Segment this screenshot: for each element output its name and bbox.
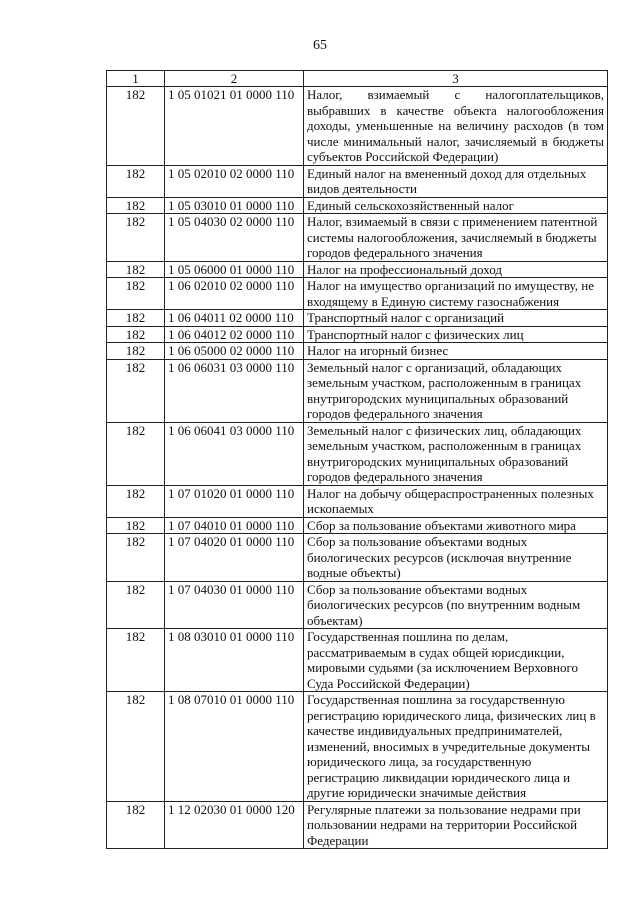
budget-code-cell: 1 06 05000 02 0000 110	[165, 343, 304, 360]
table-row	[107, 326, 608, 343]
admin-code-cell: 182	[107, 214, 165, 262]
revenue-name-cell: Сбор за пользование объектами водных биологических ресурсов (исключая внутренние водные объекты)	[304, 534, 608, 582]
revenue-name-cell: Регулярные платежи за пользование недрами при пользовании недрами на территории Российской Федерации	[304, 801, 608, 849]
admin-code-cell: 182	[107, 359, 165, 422]
revenue-name-cell: Налог, взимаемый с налогоплательщиков, выбравших в качестве объекта налогообложения доходы, уменьшенные на величину расходов (в том числе минимальный налог, зачисляемый в бюджеты субъектов Российской Федерации)	[304, 87, 608, 166]
column-header-3: 3	[304, 71, 608, 87]
budget-code-cell: 1 06 02010 02 0000 110	[165, 278, 304, 310]
table-row	[107, 485, 608, 517]
column-header-1: 1	[107, 71, 165, 87]
revenue-name-cell: Налог на игорный бизнес	[304, 343, 608, 360]
admin-code-cell: 182	[107, 261, 165, 278]
admin-code-cell: 182	[107, 581, 165, 629]
admin-code-cell: 182	[107, 801, 165, 849]
budget-code-cell: 1 06 04012 02 0000 110	[165, 326, 304, 343]
admin-code-cell: 182	[107, 197, 165, 214]
budget-code-cell: 1 05 04030 02 0000 110	[165, 214, 304, 262]
table-row	[107, 629, 608, 692]
table-row	[107, 278, 608, 310]
revenue-name-cell: Единый сельскохозяйственный налог	[304, 197, 608, 214]
budget-code-cell: 1 05 03010 01 0000 110	[165, 197, 304, 214]
admin-code-cell: 182	[107, 278, 165, 310]
budget-code-cell: 1 12 02030 01 0000 120	[165, 801, 304, 849]
table-row	[107, 534, 608, 582]
table-row	[107, 310, 608, 327]
revenue-name-cell: Налог на добычу общераспространенных полезных ископаемых	[304, 485, 608, 517]
table-row	[107, 359, 608, 422]
revenue-name-cell: Единый налог на вмененный доход для отдельных видов деятельности	[304, 165, 608, 197]
revenue-name-cell: Налог на имущество организаций по имуществу, не входящему в Единую систему газоснабжения	[304, 278, 608, 310]
budget-code-cell: 1 07 04020 01 0000 110	[165, 534, 304, 582]
table-row	[107, 343, 608, 360]
revenue-name-cell: Транспортный налог с организаций	[304, 310, 608, 327]
page-number: 65	[313, 38, 327, 53]
table-row	[107, 692, 608, 802]
budget-code-cell: 1 06 06031 03 0000 110	[165, 359, 304, 422]
revenue-codes-table	[106, 70, 608, 849]
table-row	[107, 87, 608, 166]
revenue-name-cell: Государственная пошлина по делам, рассматриваемым в судах общей юрисдикции, мировыми судьями (за исключением Верховного Суда Российской Федерации)	[304, 629, 608, 692]
budget-code-cell: 1 05 01021 01 0000 110	[165, 87, 304, 166]
revenue-name-cell: Сбор за пользование объектами водных биологических ресурсов (по внутренним водным объектам)	[304, 581, 608, 629]
revenue-name-cell: Земельный налог с организаций, обладающих земельным участком, расположенным в границах внутригородских муниципальных образований городов федерального значения	[304, 359, 608, 422]
table-row	[107, 261, 608, 278]
table-row	[107, 165, 608, 197]
revenue-name-cell: Земельный налог с физических лиц, обладающих земельным участком, расположенным в границах внутригородских муниципальных образований городов федерального значения	[304, 422, 608, 485]
admin-code-cell: 182	[107, 343, 165, 360]
table-header-row	[107, 71, 608, 87]
table-row	[107, 197, 608, 214]
budget-code-cell: 1 05 02010 02 0000 110	[165, 165, 304, 197]
budget-code-cell: 1 05 06000 01 0000 110	[165, 261, 304, 278]
budget-code-cell: 1 08 07010 01 0000 110	[165, 692, 304, 802]
admin-code-cell: 182	[107, 326, 165, 343]
budget-code-cell: 1 08 03010 01 0000 110	[165, 629, 304, 692]
admin-code-cell: 182	[107, 165, 165, 197]
column-header-2: 2	[165, 71, 304, 87]
revenue-name-cell: Государственная пошлина за государственную регистрацию юридического лица, физических лиц в качестве индивидуальных предпринимателей, изменений, вносимых в учредительные документы юридического лица, за государственную регистрацию ликвидации юридического лица и другие юридически значимые действия	[304, 692, 608, 802]
revenue-name-cell: Налог на профессиональный доход	[304, 261, 608, 278]
admin-code-cell: 182	[107, 534, 165, 582]
admin-code-cell: 182	[107, 692, 165, 802]
admin-code-cell: 182	[107, 629, 165, 692]
budget-code-cell: 1 07 04010 01 0000 110	[165, 517, 304, 534]
revenue-name-cell: Налог, взимаемый в связи с применением патентной системы налогообложения, зачисляемый в бюджеты городов федерального значения	[304, 214, 608, 262]
table-row	[107, 581, 608, 629]
admin-code-cell: 182	[107, 422, 165, 485]
revenue-name-cell: Сбор за пользование объектами животного мира	[304, 517, 608, 534]
budget-code-cell: 1 07 01020 01 0000 110	[165, 485, 304, 517]
revenue-name-cell: Транспортный налог с физических лиц	[304, 326, 608, 343]
table-row	[107, 422, 608, 485]
budget-code-cell: 1 06 06041 03 0000 110	[165, 422, 304, 485]
table-row	[107, 801, 608, 849]
admin-code-cell: 182	[107, 310, 165, 327]
table-row	[107, 517, 608, 534]
admin-code-cell: 182	[107, 517, 165, 534]
table-row	[107, 214, 608, 262]
admin-code-cell: 182	[107, 485, 165, 517]
budget-code-cell: 1 06 04011 02 0000 110	[165, 310, 304, 327]
admin-code-cell: 182	[107, 87, 165, 166]
budget-code-cell: 1 07 04030 01 0000 110	[165, 581, 304, 629]
